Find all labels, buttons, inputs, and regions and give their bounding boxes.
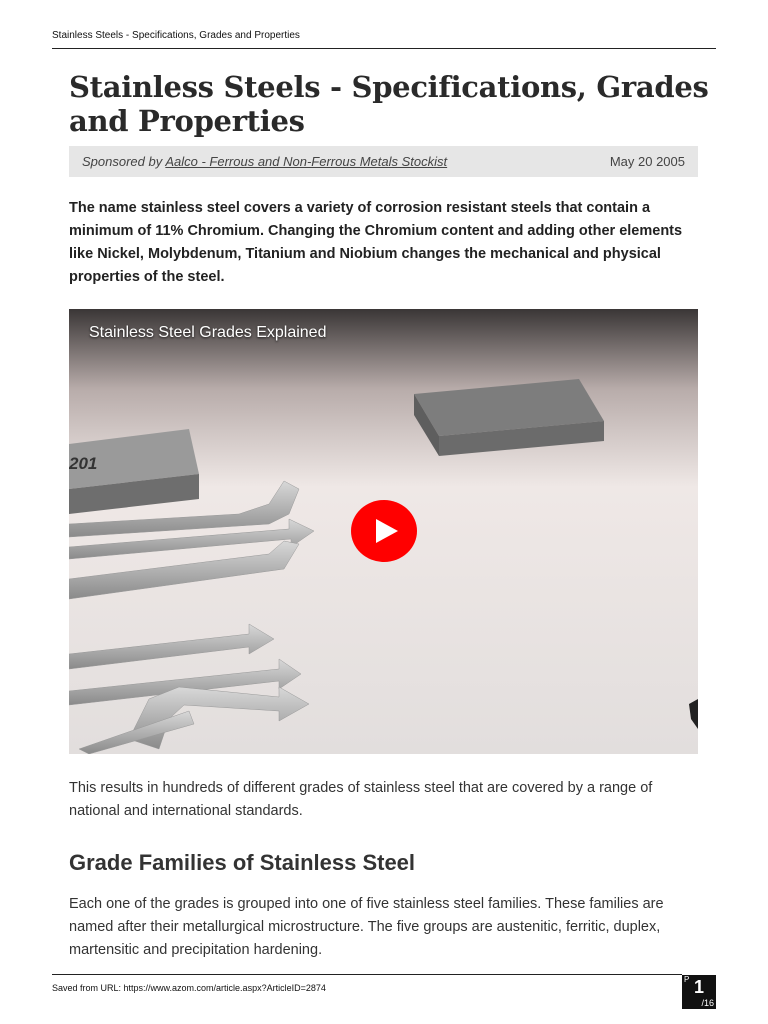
steel-bar-label: 201 xyxy=(69,454,98,473)
sponsor-prefix: Sponsored by xyxy=(82,154,166,169)
article-meta-bar xyxy=(69,146,698,177)
page-number: 1 xyxy=(693,977,704,997)
video-title[interactable]: Stainless Steel Grades Explained xyxy=(89,324,327,341)
article-title: Stainless Steels - Specifications, Grades and Properties xyxy=(69,70,709,138)
saved-from-url: Saved from URL: https://www.azom.com/article.aspx?ArticleID=2874 xyxy=(52,983,326,993)
article-date: May 20 2005 xyxy=(609,154,685,169)
page-marker: P xyxy=(684,975,690,984)
lead-paragraph: The name stainless steel covers a variety of corrosion resistant steels that contain a minimum of 11% Chromium. Changing the Chromium content and adding other elements like Nickel, Molybdenum, Titanium and Niobium changes the mechanical and physical properties of the steel. xyxy=(69,200,683,285)
header-divider xyxy=(52,48,716,49)
play-button[interactable] xyxy=(351,500,417,562)
page-indicator xyxy=(682,975,716,1009)
section-heading: Grade Families of Stainless Steel xyxy=(69,850,416,875)
footer-divider xyxy=(52,974,682,975)
page-header-title: Stainless Steels - Specifications, Grades and Properties xyxy=(52,30,300,41)
paragraph-grades: This results in hundreds of different grades of stainless steel that are covered by a range of national and international standards. xyxy=(69,780,653,819)
sponsor-link[interactable]: Aalco - Ferrous and Non-Ferrous Metals Stockist xyxy=(165,154,448,169)
page-total: /16 xyxy=(701,998,714,1008)
paragraph-families: Each one of the grades is grouped into one of five stainless steel families. These families are named after their metallurgical microstructure. The five groups are austenitic, ferritic, duplex, martensitic and precipitation hardening. xyxy=(69,896,664,958)
video-player[interactable] xyxy=(69,309,698,754)
sponsor-line xyxy=(82,154,447,169)
